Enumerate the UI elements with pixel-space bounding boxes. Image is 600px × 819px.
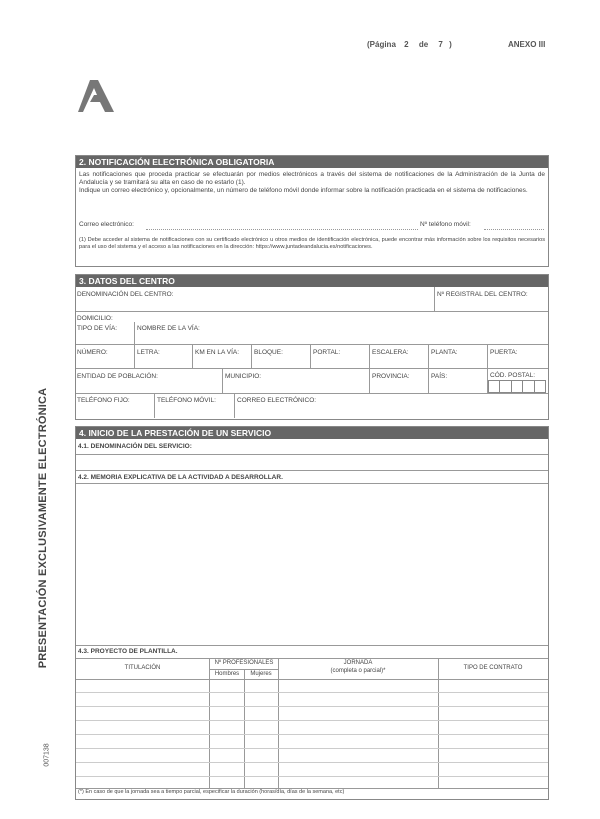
letra-label: LETRA: [137, 349, 160, 356]
page-of-label: de [418, 40, 429, 49]
postal-digit-box[interactable] [500, 381, 511, 392]
postal-code-boxes[interactable] [488, 380, 546, 393]
divider [76, 454, 548, 455]
memoria-textarea[interactable] [77, 485, 545, 645]
page-close-paren: ) [449, 40, 452, 49]
plantilla-label: 4.3. PROYECTO DE PLANTILLA. [78, 648, 178, 655]
divider [369, 344, 370, 368]
pais-label: PAÍS: [431, 373, 448, 380]
table-row[interactable] [76, 776, 548, 777]
telefono-movil-label: TELÉFONO MÓVIL: [157, 397, 216, 404]
col-titulacion: TITULACIÓN [124, 665, 161, 671]
table-row[interactable] [76, 720, 548, 721]
divider [487, 344, 488, 368]
denominacion-label: DENOMINACIÓN DEL CENTRO: [77, 291, 174, 298]
col-contrato: TIPO DE CONTRATO [463, 665, 523, 671]
bloque-label: BLOQUE: [254, 349, 283, 356]
section-4-title: 4. INICIO DE LA PRESTACIÓN DE UN SERVICIO [76, 427, 548, 439]
divider [134, 344, 135, 368]
divider [76, 311, 548, 312]
mobile-label: Nº teléfono móvil: [420, 221, 471, 228]
puerta-label: PUERTA: [490, 349, 518, 356]
section-inicio-servicio [75, 426, 549, 800]
divider [234, 393, 235, 418]
table-footnote: (*) En caso de que la jornada sea a tiempo parcial, especificar la duración (horas/día, días de la semana, etc) [78, 789, 345, 795]
telefono-fijo-label: TELÉFONO FIJO: [77, 397, 130, 404]
side-label-text: PRESENTACIÓN EXCLUSIVAMENTE ELECTRÓNICA [37, 387, 49, 669]
mobile-field[interactable] [484, 229, 544, 230]
junta-andalucia-logo [76, 78, 116, 114]
nombre-via-label: NOMBRE DE LA VÍA: [137, 325, 200, 332]
postal-digit-box[interactable] [512, 381, 523, 392]
postal-digit-box[interactable] [489, 381, 500, 392]
table-row[interactable] [76, 748, 548, 749]
tipo-via-label: TIPO DE VÍA: [77, 325, 118, 332]
registral-label: Nº REGISTRAL DEL CENTRO: [437, 291, 528, 298]
divider [192, 344, 193, 368]
portal-label: PORTAL: [313, 349, 341, 356]
divider [209, 658, 210, 788]
divider [251, 344, 252, 368]
table-row[interactable] [76, 706, 548, 707]
section-2-para2: Indique un correo electrónico y, opcionalmente, un número de teléfono móvil donde informar sobre la notificación practicada en el sistema de notificaciones. [79, 187, 528, 194]
planta-label: PLANTA: [431, 349, 458, 356]
annex-label: ANEXO III [508, 40, 546, 49]
divider [76, 645, 548, 646]
divider [76, 470, 548, 471]
divider [76, 658, 548, 659]
col-mujeres: Mujeres [250, 671, 272, 677]
email-field[interactable] [146, 229, 418, 230]
municipio-label: MUNICIPIO: [225, 373, 262, 380]
table-row[interactable] [76, 692, 548, 693]
km-label: KM EN LA VÍA: [195, 349, 240, 356]
divider [76, 679, 548, 680]
divider [76, 344, 548, 345]
side-label [36, 388, 50, 668]
divider [428, 368, 429, 393]
form-code [40, 740, 54, 770]
divider [76, 483, 548, 484]
correo-label: CORREO ELECTRÓNICO: [237, 397, 317, 404]
section-datos-centro [75, 274, 549, 420]
divider [428, 344, 429, 368]
divider [434, 287, 435, 311]
cod-postal-label: CÓD. POSTAL: [490, 372, 536, 379]
numero-label: NÚMERO: [77, 349, 108, 356]
divider [278, 658, 279, 788]
section-2-title: 2. NOTIFICACIÓN ELECTRÓNICA OBLIGATORIA [76, 156, 548, 168]
section-2-para1: Las notificaciones que proceda practicar se efectuarán por medios electrónicos a través del sistema de notificaciones de la Administración de la Junta de Andalucía y se tramitará su alta en caso de no estarlo (1). [79, 171, 545, 186]
email-label: Correo electrónico: [79, 221, 134, 228]
memoria-label: 4.2. MEMORIA EXPLICATIVA DE LA ACTIVIDAD A DESARROLLAR. [78, 474, 283, 481]
escalera-label: ESCALERA: [372, 349, 409, 356]
section-2-footnote: (1) Debe acceder al sistema de notificaciones con su certificado electrónico u otros medios de identificación electrónica, puede encontrar más información sobre los requisitos necesarios para el uso del sistema y el acceso a las notificaciones en la dirección: https://www.juntadeandalucia.es/notificaciones. [79, 237, 545, 250]
service-name-label: 4.1. DENOMINACIÓN DEL SERVICIO: [78, 443, 192, 450]
provincia-label: PROVINCIA: [372, 373, 410, 380]
col-jornada-sub: (completa o parcial)* [330, 668, 386, 674]
page-total: 7 [438, 40, 443, 49]
divider [310, 344, 311, 368]
divider [438, 658, 439, 788]
postal-digit-box[interactable] [523, 381, 534, 392]
divider [369, 368, 370, 393]
postal-digit-box[interactable] [535, 381, 545, 392]
page-current: 2 [404, 40, 409, 49]
divider [134, 322, 135, 344]
divider [154, 393, 155, 418]
divider [244, 669, 245, 788]
divider [76, 393, 548, 394]
col-jornada: JORNADA [343, 660, 373, 666]
divider [76, 368, 548, 369]
section-3-title: 3. DATOS DEL CENTRO [76, 275, 548, 287]
table-row[interactable] [76, 762, 548, 763]
table-row[interactable] [76, 734, 548, 735]
section-notificacion [75, 155, 549, 267]
col-hombres: Hombres [214, 671, 240, 677]
page-label: (Página [367, 40, 396, 49]
divider [222, 368, 223, 393]
domicilio-label: DOMICILIO: [77, 315, 113, 322]
entidad-label: ENTIDAD DE POBLACIÓN: [77, 373, 158, 380]
page-indicator [367, 40, 452, 49]
col-profesionales: Nº PROFESIONALES [214, 660, 274, 666]
form-code-text: 007138 [43, 743, 51, 767]
